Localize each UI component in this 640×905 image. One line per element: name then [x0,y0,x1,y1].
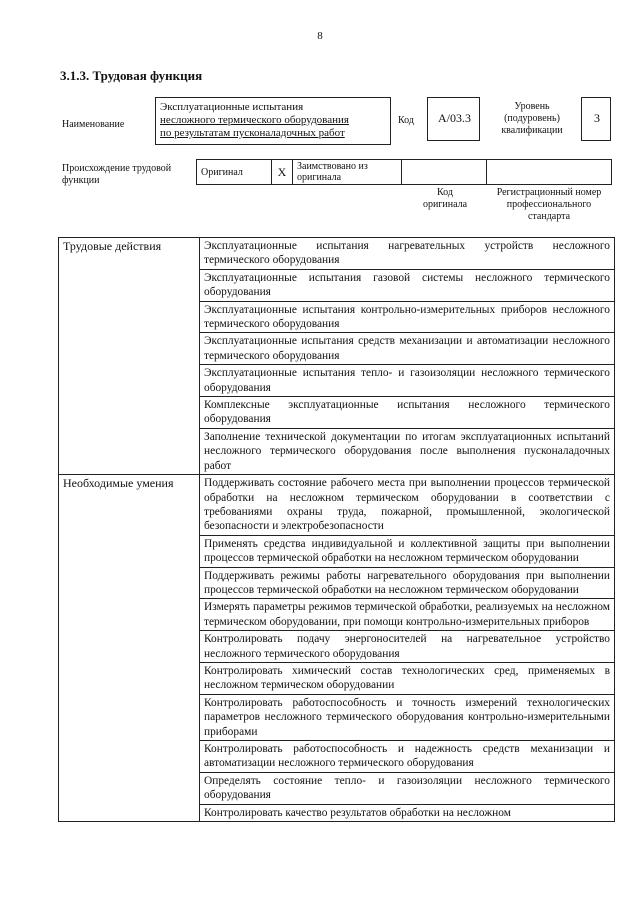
code-box [427,97,480,141]
required-skill-item: Определять состояние тепло- и газоизоляции несложного термического оборудования [200,772,615,804]
code-value: A/03.3 [438,111,471,125]
borrowed-label-line: Заимствовано из [297,161,368,172]
qualification-level-label [486,101,578,137]
required-skill-item: Контролировать работоспособность и надежность средств механизации и автоматизации несложного термического оборудования [200,741,615,773]
code-original-caption [410,187,480,211]
required-skill-item: Контролировать качество результатов обработки на несложном [200,804,615,821]
table-row [59,475,615,536]
caption-line: Регистрационный номер [496,187,602,198]
borrowed-label-line: оригинала [297,172,342,183]
caption-line: оригинала [422,199,468,210]
required-skill-item: Измерять параметры режимов термической обработки, реализуемых на несложном термическом оборудовании, при помощи контрольно-измерительных приборов [200,599,615,631]
code-original-cell [402,160,487,185]
borrowed-label [293,160,402,185]
function-name-line: по результатам пусконаладочных работ [160,127,345,139]
required-skills-label: Необходимые умения [59,475,200,822]
caption-line: стандарта [527,211,571,222]
section-title: 3.1.3. Трудовая функция [60,68,203,83]
function-name [160,101,390,140]
labor-actions-label: Трудовые действия [59,238,200,475]
origin-label-line: Происхождение трудовой [62,163,172,174]
caption-line: Код [437,187,453,198]
table-row [59,238,615,270]
required-skill-item: Контролировать химический состав технологических сред, применяемых в несложном термическом оборудовании [200,662,615,694]
labor-action-item: Эксплуатационные испытания контрольно-измерительных приборов несложного термического оборудования [200,301,615,333]
level-label-line: (подуровень) [504,113,560,124]
function-name-line: несложного термического оборудования [160,114,349,126]
labor-action-item: Комплексные эксплуатационные испытания несложного термического оборудования [200,397,615,429]
labor-action-item: Заполнение технической документации по итогам эксплуатационных испытаний несложного термического оборудования после выполнения пусконаладочных работ [200,428,615,474]
labor-action-item: Эксплуатационные испытания тепло- и газоизоляции несложного термического оборудования [200,365,615,397]
function-details-body [59,238,615,822]
required-skill-item: Контролировать подачу энергоносителей на нагревательное устройство несложного термического оборудования [200,631,615,663]
required-skill-item: Контролировать работоспособность и точность измерений технологических параметров несложного термического оборудования контрольно-измерительными приборами [200,694,615,740]
origin-label [62,163,187,187]
origin-label-line: функции [62,175,100,186]
level-label-line: Уровень [514,101,550,112]
reg-number-cell [487,160,612,185]
qualification-level-value: 3 [594,111,600,125]
code-label: Код [398,115,414,126]
function-name-line: Эксплуатационные испытания [160,101,304,113]
qualification-level-box [581,97,611,141]
labor-action-item: Эксплуатационные испытания газовой системы несложного термического оборудования [200,269,615,301]
original-mark: X [272,160,293,185]
level-label-line: квалификации [501,125,563,136]
reg-number-caption [488,187,610,223]
page-number: 8 [317,30,323,42]
function-details-table [58,237,615,822]
required-skill-item: Поддерживать состояние рабочего места при выполнении процессов термической обработки на несложном термическом оборудовании в соответствии с требованиями охраны труда, пожарной, промышленной, экологической безопасности и электробезопасности [200,475,615,536]
name-label: Наименование [62,119,125,130]
origin-table [196,159,612,185]
original-label: Оригинал [197,160,272,185]
required-skill-item: Применять средства индивидуальной и коллективной защиты при выполнении процессов термической обработки на несложном термическом оборудовании [200,535,615,567]
required-skill-item: Поддерживать режимы работы нагревательного оборудования при выполнении процессов термической обработки на несложном термическом оборудовании [200,567,615,599]
function-name-box [155,97,391,145]
labor-action-item: Эксплуатационные испытания нагревательных устройств несложного термического оборудования [200,238,615,270]
labor-action-item: Эксплуатационные испытания средств механизации и автоматизации несложного термического оборудования [200,333,615,365]
caption-line: профессионального [506,199,592,210]
